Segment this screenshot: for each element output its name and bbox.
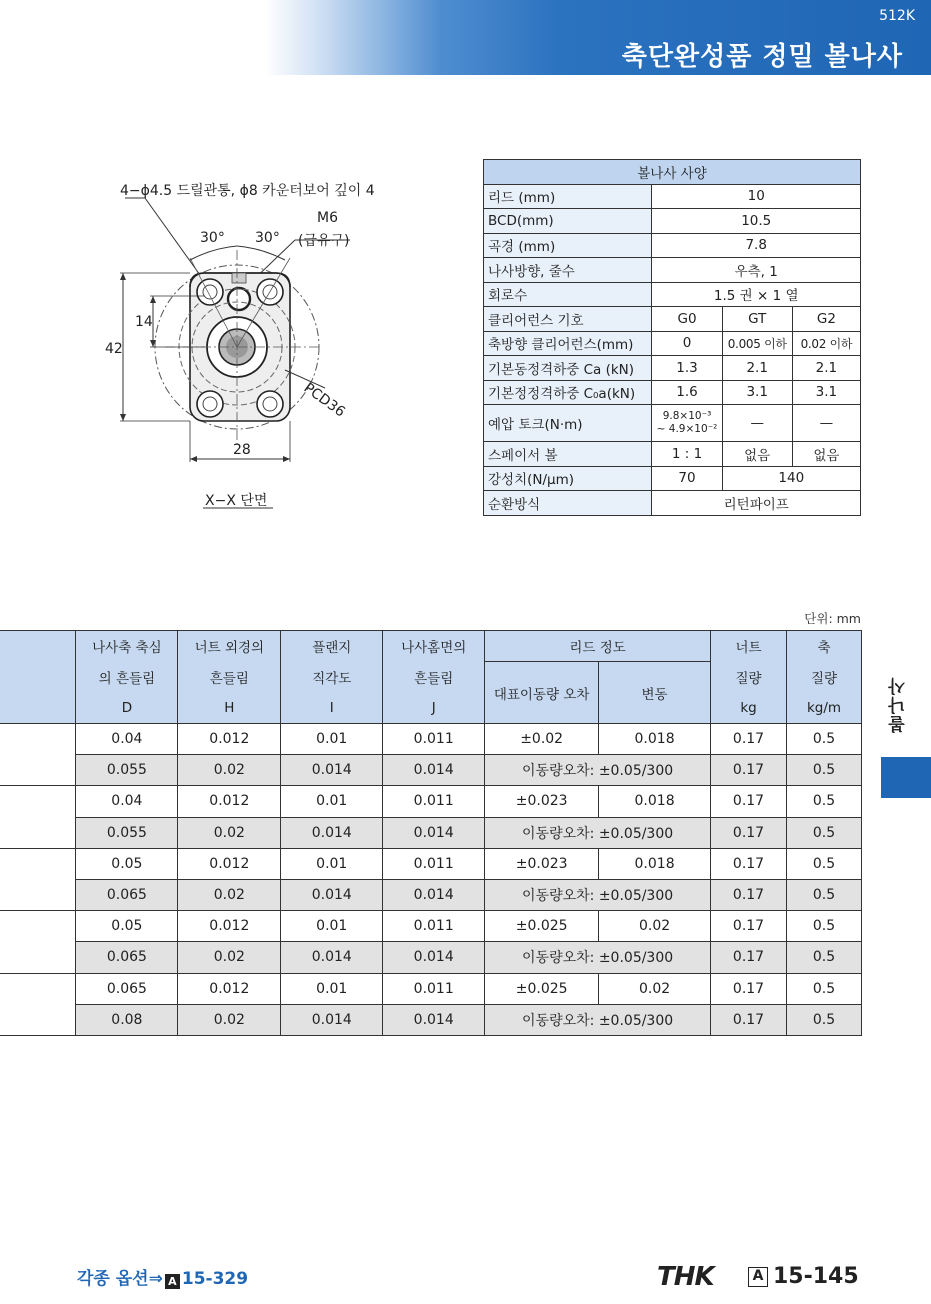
cell-h: 0.012 — [178, 848, 281, 879]
spec-value: G0 — [652, 307, 722, 332]
cell-nut: 0.17 — [711, 786, 787, 817]
cell-rep: ±0.023 — [485, 848, 599, 879]
cell-h: 0.012 — [178, 973, 281, 1004]
spec-value: 우측, 1 — [652, 258, 861, 283]
cell-j: 0.014 — [383, 942, 485, 973]
preload-line1: 9.8×10⁻³ — [662, 410, 712, 422]
cell-var: 0.018 — [599, 724, 711, 755]
spec-table — [483, 159, 861, 516]
cell-nut: 0.17 — [711, 879, 787, 910]
spec-value: 0.02 이하 — [792, 331, 860, 356]
header-d: 의 흔들림 — [76, 662, 178, 693]
spec-value: 없음 — [792, 442, 860, 467]
spec-value: 7.8 — [652, 233, 861, 258]
cell-shaft: 0.5 — [786, 755, 861, 786]
angle-right: 30° — [255, 230, 280, 246]
spec-value: 140 — [722, 466, 860, 491]
cell-i: 0.014 — [281, 755, 383, 786]
spec-label: 곡경 (mm) — [484, 233, 652, 258]
cell-nut: 0.17 — [711, 724, 787, 755]
spec-value: — — [722, 405, 792, 442]
dim-42: 42 — [105, 341, 123, 357]
page-title: 축단완성품 정밀 볼나사 — [621, 42, 903, 72]
cell-nut: 0.17 — [711, 848, 787, 879]
cell-nut: 0.17 — [711, 911, 787, 942]
header-j: 흔들림 — [383, 662, 485, 693]
header-h: 너트 외경의 — [178, 631, 281, 662]
spec-label: 회로수 — [484, 282, 652, 307]
page-number — [746, 1264, 859, 1289]
tap-note: (급유구) — [298, 233, 350, 249]
cell-shaft: 0.5 — [786, 848, 861, 879]
preload-line2: ~ 4.9×10⁻² — [656, 423, 718, 435]
cell-d: 0.055 — [76, 817, 178, 848]
cell-h: 0.02 — [178, 1004, 281, 1035]
cell-i: 0.01 — [281, 786, 383, 817]
cell-d: 0.065 — [76, 879, 178, 910]
spec-label: 순환방식 — [484, 491, 652, 516]
header-nut: kg — [711, 693, 787, 724]
cell-merged: 이동량오차: ±0.05/300 — [485, 817, 711, 848]
cell-rep: ±0.023 — [485, 786, 599, 817]
accuracy-table — [0, 630, 862, 1036]
table-row — [0, 755, 862, 786]
pcd-label: PCD36 — [300, 380, 348, 421]
spec-label: 기본정정격하중 C₀a(kN) — [484, 380, 652, 405]
header-shaft: kg/m — [786, 693, 861, 724]
cell-h: 0.012 — [178, 724, 281, 755]
cell-nut: 0.17 — [711, 942, 787, 973]
spec-value: G2 — [792, 307, 860, 332]
spec-label: 기본동정격하중 Ca (kN) — [484, 356, 652, 381]
spec-label: 리드 (mm) — [484, 184, 652, 209]
spec-label: 축방향 클리어런스(mm) — [484, 331, 652, 356]
cell-var: 0.02 — [599, 911, 711, 942]
options-link[interactable] — [77, 1264, 248, 1289]
spec-value: 10.5 — [652, 209, 861, 234]
drill-note: 4−ϕ4.5 드릴관통, ϕ8 카운터보어 깊이 4 — [120, 183, 375, 199]
cell-d: 0.04 — [76, 786, 178, 817]
cell-shaft: 0.5 — [786, 786, 861, 817]
header-j: 나사홈면의 — [383, 631, 485, 662]
spec-value: 10 — [652, 184, 861, 209]
cell-h: 0.02 — [178, 817, 281, 848]
cell-shaft: 0.5 — [786, 973, 861, 1004]
cell-merged: 이동량오차: ±0.05/300 — [485, 942, 711, 973]
dim-14: 14 — [135, 314, 153, 330]
cross-section-svg — [95, 170, 475, 520]
page-code: 512K — [879, 8, 915, 24]
spec-value: 1 : 1 — [652, 442, 722, 467]
page-number-text: 15-145 — [773, 1264, 859, 1289]
table-row — [0, 1004, 862, 1035]
cell-i: 0.014 — [281, 1004, 383, 1035]
cell-i: 0.01 — [281, 911, 383, 942]
spec-value: 1.3 — [652, 356, 722, 381]
cell-shaft: 0.5 — [786, 817, 861, 848]
header-d: D — [76, 693, 178, 724]
cell-var: 0.018 — [599, 786, 711, 817]
cell-nut: 0.17 — [711, 817, 787, 848]
cell-i: 0.01 — [281, 973, 383, 1004]
header-d: 나사축 축심 — [76, 631, 178, 662]
table-row — [0, 724, 862, 755]
spec-value: 없음 — [722, 442, 792, 467]
side-section-label: 볼나사 — [889, 676, 909, 733]
model-cell — [0, 786, 76, 848]
cell-merged: 이동량오차: ±0.05/300 — [485, 755, 711, 786]
cell-i: 0.01 — [281, 724, 383, 755]
model-cell — [0, 973, 76, 1035]
table-row — [0, 848, 862, 879]
spec-value: 2.1 — [792, 356, 860, 381]
cell-d: 0.04 — [76, 724, 178, 755]
spec-label: 예압 토크(N·m) — [484, 405, 652, 442]
cell-j: 0.011 — [383, 724, 485, 755]
page-box: A — [748, 1267, 768, 1287]
cell-shaft: 0.5 — [786, 724, 861, 755]
cell-merged: 이동량오차: ±0.05/300 — [485, 879, 711, 910]
options-ref-box: A — [165, 1274, 180, 1289]
table-row — [0, 786, 862, 817]
options-text: 각종 옵션⇒ — [77, 1269, 163, 1289]
cell-d: 0.065 — [76, 973, 178, 1004]
spec-value: 리턴파이프 — [652, 491, 861, 516]
cell-rep: ±0.025 — [485, 911, 599, 942]
model-cell — [0, 911, 76, 973]
cell-i: 0.014 — [281, 942, 383, 973]
dim-28: 28 — [233, 442, 251, 458]
header-i: 직각도 — [281, 662, 383, 693]
spec-label: 나사방향, 줄수 — [484, 258, 652, 283]
cell-merged: 이동량오차: ±0.05/300 — [485, 1004, 711, 1035]
header-band — [0, 0, 931, 75]
spec-value: 0.005 이하 — [722, 331, 792, 356]
spec-value-preload — [652, 405, 722, 442]
cell-rep: ±0.02 — [485, 724, 599, 755]
table-row — [0, 942, 862, 973]
spec-title: 볼나사 사양 — [484, 160, 861, 185]
cell-j: 0.014 — [383, 879, 485, 910]
cell-i: 0.014 — [281, 879, 383, 910]
model-cell — [0, 848, 76, 910]
cell-j: 0.011 — [383, 911, 485, 942]
model-header — [0, 662, 76, 693]
header-i: I — [281, 693, 383, 724]
cell-h: 0.02 — [178, 942, 281, 973]
table-row — [0, 879, 862, 910]
spec-value: GT — [722, 307, 792, 332]
cell-var: 0.02 — [599, 973, 711, 1004]
brand-logo: THK — [657, 1262, 714, 1292]
cell-j: 0.014 — [383, 755, 485, 786]
model-cell — [0, 724, 76, 786]
cell-shaft: 0.5 — [786, 879, 861, 910]
header-lead-var: 변동 — [599, 662, 711, 724]
model-header — [0, 631, 76, 662]
cell-var: 0.018 — [599, 848, 711, 879]
spec-value: 70 — [652, 466, 722, 491]
spec-value: 0 — [652, 331, 722, 356]
cell-j: 0.014 — [383, 1004, 485, 1035]
header-nut: 질량 — [711, 662, 787, 693]
section-label: X−X 단면 — [205, 493, 268, 509]
header-nut: 너트 — [711, 631, 787, 662]
cell-nut: 0.17 — [711, 973, 787, 1004]
spec-value: 3.1 — [722, 380, 792, 405]
cell-j: 0.011 — [383, 786, 485, 817]
spec-value: — — [792, 405, 860, 442]
cell-d: 0.05 — [76, 911, 178, 942]
spec-label: 강성치(N/μm) — [484, 466, 652, 491]
spec-label: 스페이서 볼 — [484, 442, 652, 467]
cell-shaft: 0.5 — [786, 911, 861, 942]
cross-section-drawing — [95, 170, 475, 520]
model-header — [0, 693, 76, 724]
cell-nut: 0.17 — [711, 1004, 787, 1035]
cell-h: 0.012 — [178, 911, 281, 942]
header-j: J — [383, 693, 485, 724]
cell-shaft: 0.5 — [786, 1004, 861, 1035]
table-row — [0, 973, 862, 1004]
cell-d: 0.055 — [76, 755, 178, 786]
cell-rep: ±0.025 — [485, 973, 599, 1004]
table-row — [0, 817, 862, 848]
cell-d: 0.05 — [76, 848, 178, 879]
cell-d: 0.065 — [76, 942, 178, 973]
spec-value: 1.5 권 × 1 열 — [652, 282, 861, 307]
header-shaft: 축 — [786, 631, 861, 662]
header-lead: 리드 정도 — [485, 631, 711, 662]
table-row — [0, 911, 862, 942]
header-h: 흔들림 — [178, 662, 281, 693]
side-section-tab[interactable] — [881, 757, 931, 798]
cell-j: 0.011 — [383, 848, 485, 879]
cell-d: 0.08 — [76, 1004, 178, 1035]
spec-value: 1.6 — [652, 380, 722, 405]
header-i: 플랜지 — [281, 631, 383, 662]
header-lead-rep: 대표이동량 오차 — [485, 662, 599, 724]
spec-label: 클리어런스 기호 — [484, 307, 652, 332]
header-shaft: 질량 — [786, 662, 861, 693]
cell-i: 0.014 — [281, 817, 383, 848]
header-h: H — [178, 693, 281, 724]
cell-nut: 0.17 — [711, 755, 787, 786]
tap-label: M6 — [317, 210, 338, 226]
angle-left: 30° — [200, 230, 225, 246]
cell-i: 0.01 — [281, 848, 383, 879]
cell-shaft: 0.5 — [786, 942, 861, 973]
options-ref: 15-329 — [181, 1269, 249, 1289]
spec-label: BCD(mm) — [484, 209, 652, 234]
cell-j: 0.011 — [383, 973, 485, 1004]
spec-value: 3.1 — [792, 380, 860, 405]
cell-h: 0.02 — [178, 755, 281, 786]
cell-j: 0.014 — [383, 817, 485, 848]
unit-label: 단위: mm — [804, 611, 861, 626]
cell-h: 0.02 — [178, 879, 281, 910]
spec-value: 2.1 — [722, 356, 792, 381]
cell-h: 0.012 — [178, 786, 281, 817]
